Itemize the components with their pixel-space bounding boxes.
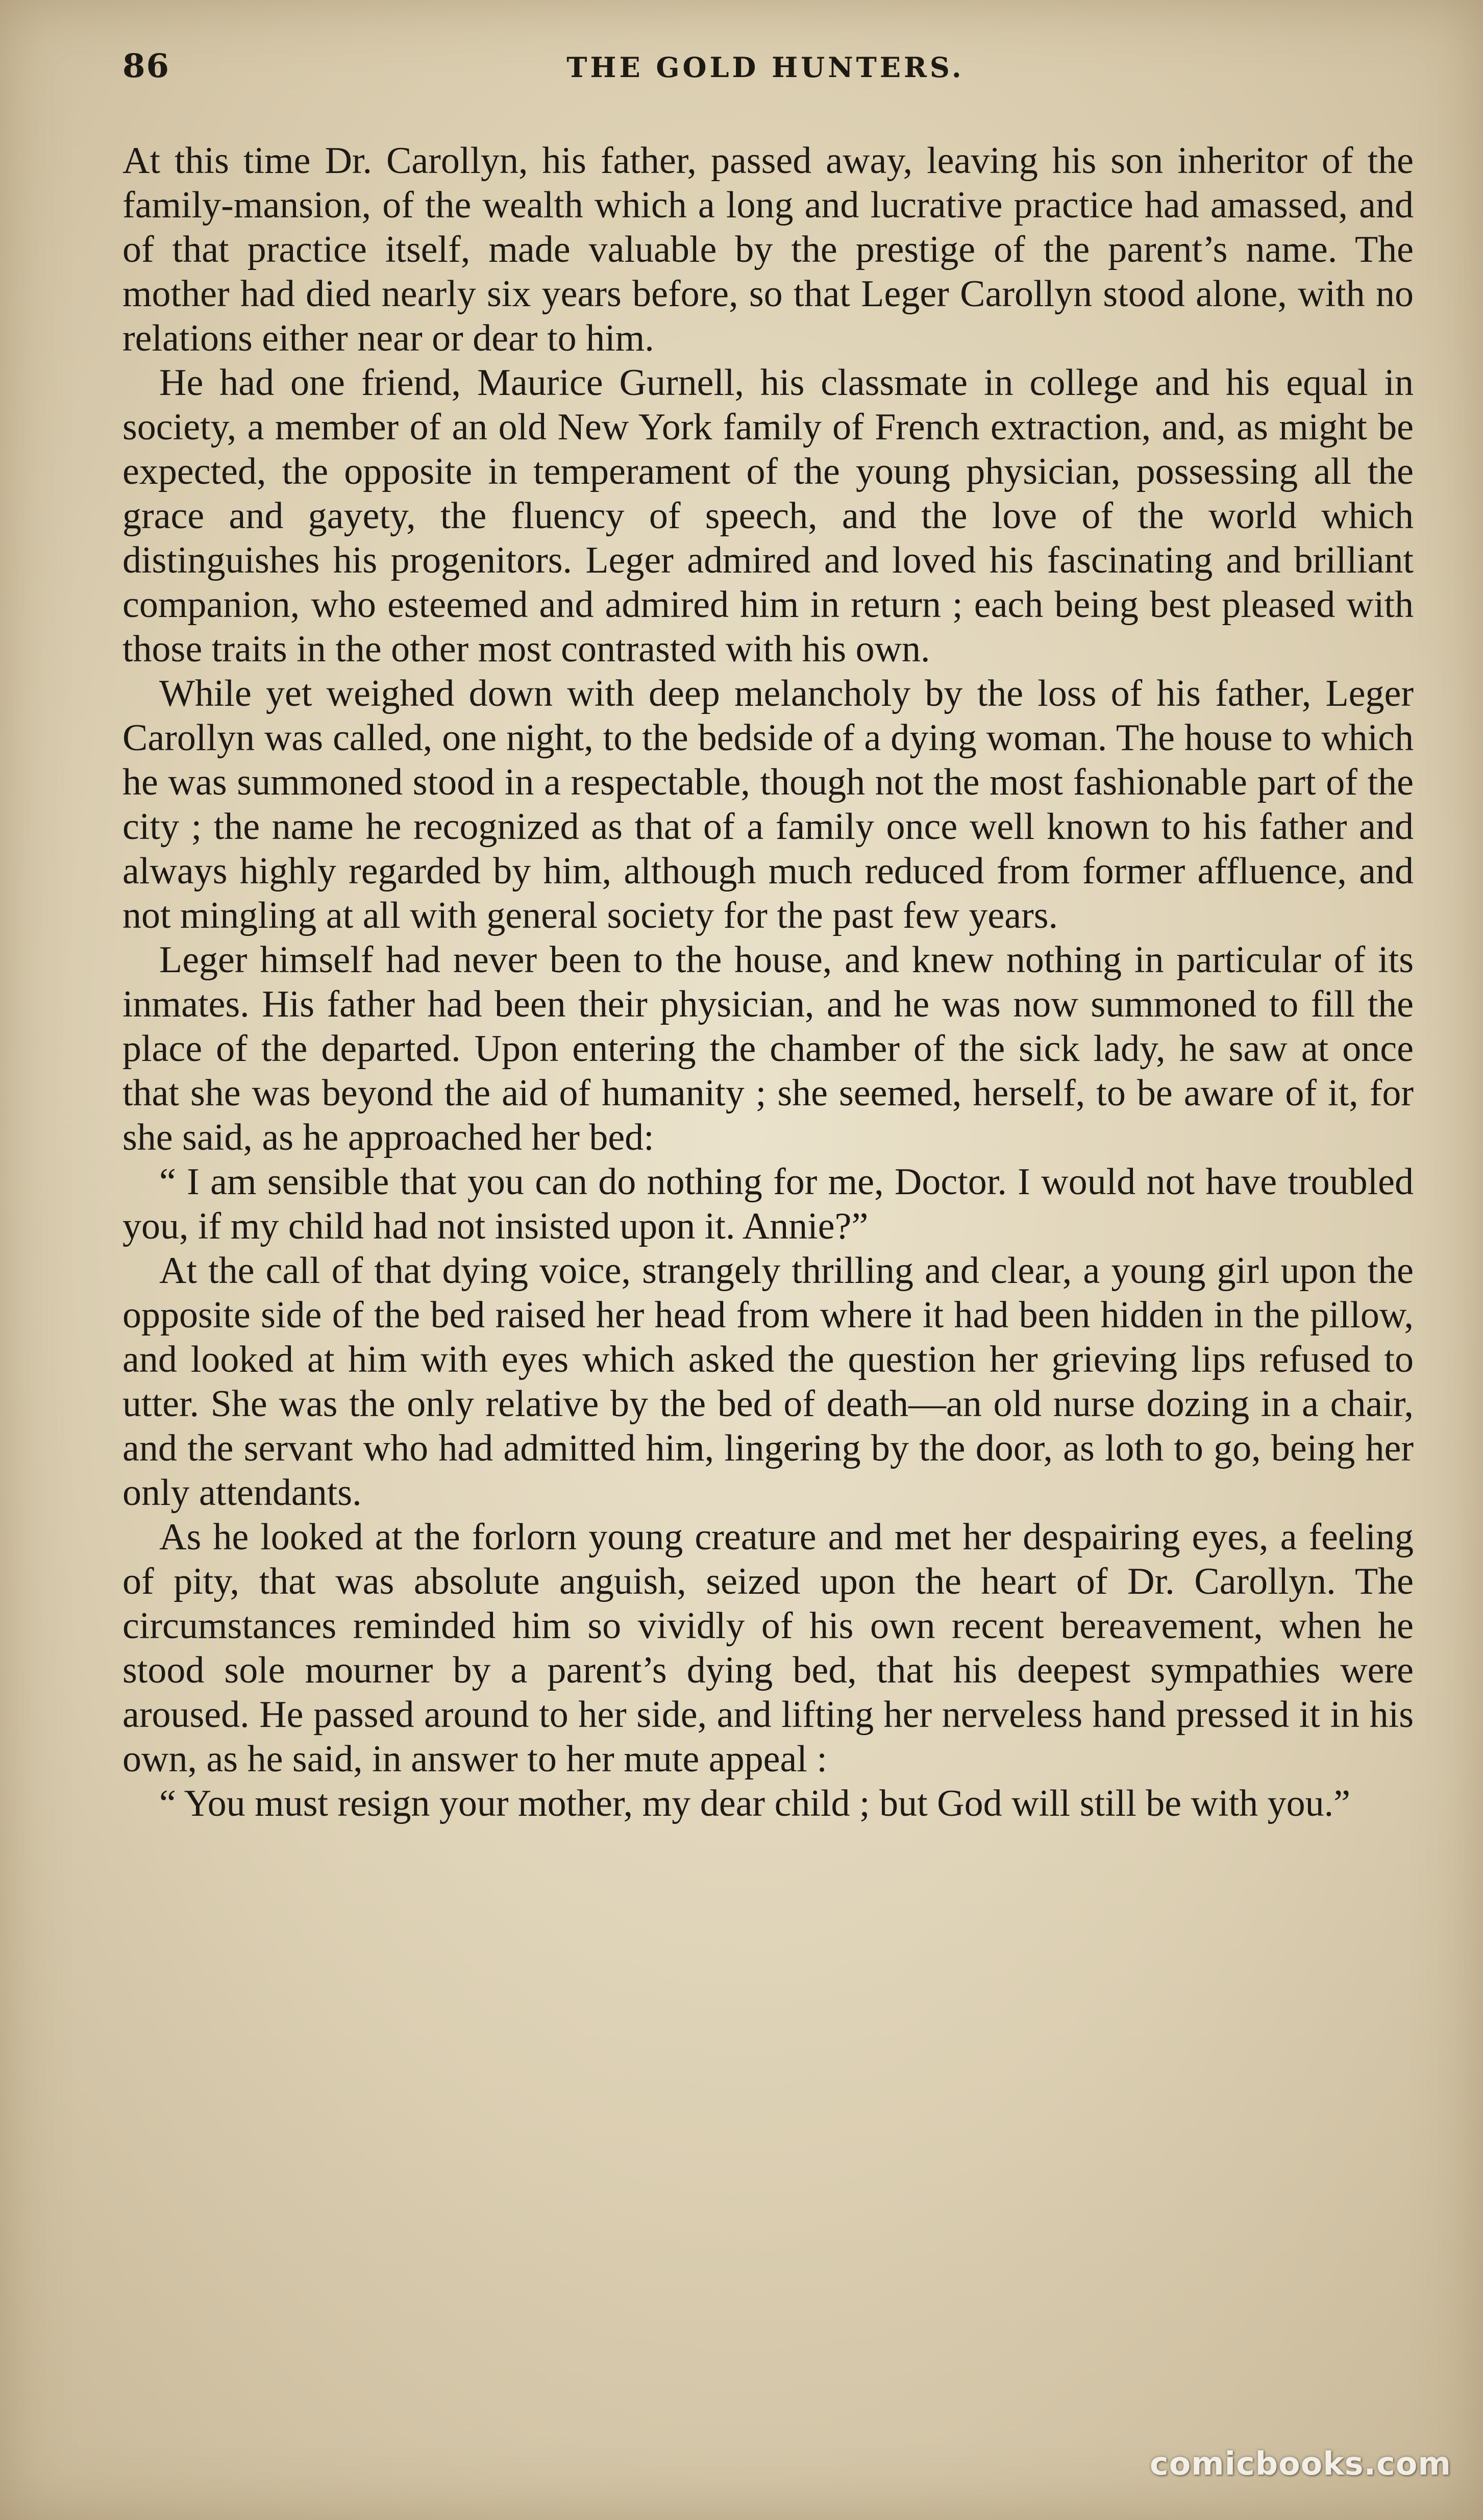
page-number: 86	[122, 47, 170, 85]
paragraph: Leger himself had never been to the house, and knew nothing in particular of its inmates. His father had been their physician, and he was now summoned to fill the place of the departed. Upon entering the chamber of the sick lady, he saw at once that she was beyond the aid of humanity ; she seemed, herself, to be aware of it, for she said, as he approached her bed:	[122, 939, 1414, 1158]
paragraph: At the call of that dying voice, strangely thrilling and clear, a young girl upon the opposite side of the bed raised her head from where it had been hidden in the pillow, and looked at him with eyes which asked the question her grieving lips refused to utter. She was the only relative by the bed of death—an old nurse dozing in a chair, and the servant who had admitted him, lingering by the door, as loth to go, being her only attendants.	[122, 1250, 1414, 1514]
running-title: THE GOLD HUNTERS.	[566, 51, 965, 84]
paragraph: At this time Dr. Carollyn, his father, passed away, leaving his son inheritor of the family-mansion, of the wealth which a long and lucrative practice had amassed, and of that practice itself, made valuable by the prestige of the parent’s name. The mother had died nearly six years before, so that Leger Carollyn stood alone, with no relations either near or dear to him.	[122, 140, 1414, 359]
paragraph: “ I am sensible that you can do nothing for me, Doctor. I would not have troubled you, if my child had not insisted upon it. Annie?”	[122, 1161, 1414, 1247]
paragraph: He had one friend, Maurice Gurnell, his classmate in college and his equal in society, a member of an old New York family of French extraction, and, as might be expected, the opposite in temperament of the young physician, possessing all the grace and gayety, the fluency of speech, and the love of the world which distinguishes his progenitors. Leger admired and loved his fascinating and brilliant companion, who esteemed and admired him in return ; each being best pleased with those traits in the other most contrasted with his own.	[122, 362, 1414, 670]
body-text	[122, 139, 1414, 1826]
paragraph: While yet weighed down with deep melancholy by the loss of his father, Leger Carollyn was called, one night, to the bedside of a dying woman. The house to which he was summoned stood in a respectable, though not the most fashionable part of the city ; the name he recognized as that of a family once well known to his father and always highly regarded by him, although much reduced from former affluence, and not mingling at all with general society for the past few years.	[122, 673, 1414, 936]
page-header	[122, 47, 1408, 93]
paragraph: As he looked at the forlorn young creature and met her despairing eyes, a feeling of pity, that was absolute anguish, seized upon the heart of Dr. Carollyn. The circumstances reminded him so vividly of his own recent bereavement, when he stood sole mourner by a parent’s dying bed, that his deepest sympathies were aroused. He passed around to her side, and lifting her nerveless hand pressed it in his own, as he said, in answer to her mute appeal :	[122, 1516, 1414, 1780]
watermark: comicbooks.com	[1149, 2445, 1451, 2482]
paragraph: “ You must resign your mother, my dear child ; but God will still be with you.”	[159, 1783, 1350, 1824]
